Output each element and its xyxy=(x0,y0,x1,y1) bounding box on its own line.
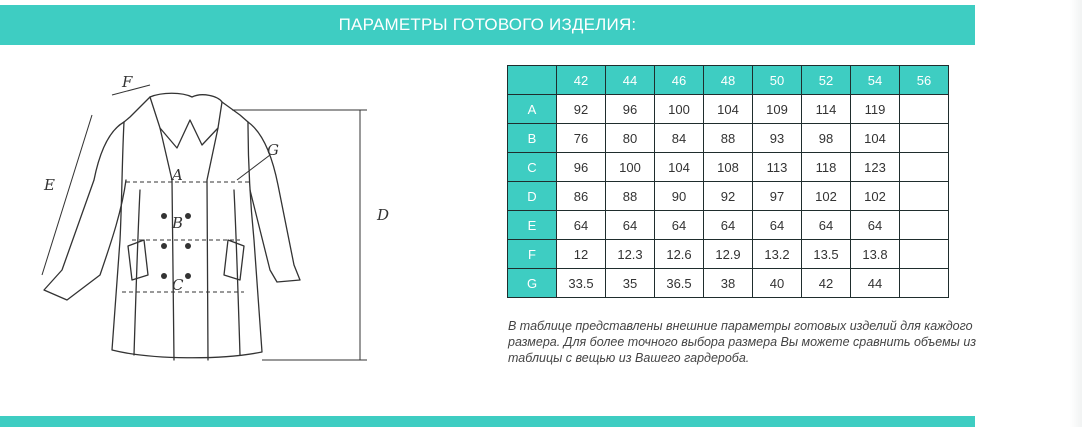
table-cell xyxy=(900,95,949,124)
size-header: 48 xyxy=(704,66,753,95)
table-cell: 96 xyxy=(606,95,655,124)
table-cell: 64 xyxy=(557,211,606,240)
table-cell: 102 xyxy=(851,182,900,211)
size-note: В таблице представлены внешние параметры готовых изделий для каждого размера. Для более точного выбора размера Вы можете сравнить объемы из таблицы с вещью из Вашего гардероба. xyxy=(508,319,977,365)
table-cell: 80 xyxy=(606,124,655,153)
table-cell: 98 xyxy=(802,124,851,153)
size-header: 46 xyxy=(655,66,704,95)
table-cell: 88 xyxy=(606,182,655,211)
table-cell: 12 xyxy=(557,240,606,269)
table-row xyxy=(508,182,949,211)
table-row xyxy=(508,211,949,240)
table-cell: 38 xyxy=(704,269,753,298)
table-cell xyxy=(900,269,949,298)
table-cell: 64 xyxy=(851,211,900,240)
sketch-label-e: E xyxy=(44,176,55,194)
sketch-label-g: G xyxy=(267,141,279,159)
table-cell: 96 xyxy=(557,153,606,182)
sketch-label-d: D xyxy=(377,206,390,224)
footer-bar xyxy=(0,416,975,427)
size-header: 52 xyxy=(802,66,851,95)
table-cell: 64 xyxy=(606,211,655,240)
size-header: 44 xyxy=(606,66,655,95)
table-row xyxy=(508,153,949,182)
table-cell: 104 xyxy=(851,124,900,153)
table-cell: 36.5 xyxy=(655,269,704,298)
row-label: G xyxy=(508,269,557,298)
table-cell: 33.5 xyxy=(557,269,606,298)
table-cell: 12.6 xyxy=(655,240,704,269)
row-label: F xyxy=(508,240,557,269)
table-cell: 64 xyxy=(753,211,802,240)
sketch-label-f: F xyxy=(122,73,133,91)
title-banner xyxy=(0,5,975,45)
table-cell: 93 xyxy=(753,124,802,153)
table-cell: 40 xyxy=(753,269,802,298)
table-cell: 64 xyxy=(655,211,704,240)
size-header-row xyxy=(508,66,949,95)
page-title: ПАРАМЕТРЫ ГОТОВОГО ИЗДЕЛИЯ: xyxy=(338,15,637,34)
table-cell xyxy=(900,182,949,211)
size-header: 54 xyxy=(851,66,900,95)
table-cell: 64 xyxy=(802,211,851,240)
table-row xyxy=(508,269,949,298)
table-cell: 44 xyxy=(851,269,900,298)
table-cell: 64 xyxy=(704,211,753,240)
sketch-label-c: C xyxy=(172,276,184,294)
table-cell: 35 xyxy=(606,269,655,298)
table-cell: 104 xyxy=(704,95,753,124)
coat-sketch xyxy=(22,70,422,370)
table-cell: 88 xyxy=(704,124,753,153)
table-cell: 123 xyxy=(851,153,900,182)
table-row xyxy=(508,124,949,153)
table-cell: 97 xyxy=(753,182,802,211)
table-cell: 84 xyxy=(655,124,704,153)
header-corner xyxy=(508,66,557,95)
size-header: 50 xyxy=(753,66,802,95)
table-cell xyxy=(900,124,949,153)
table-cell xyxy=(900,240,949,269)
sketch-label-a: A xyxy=(172,166,183,184)
table-cell: 13.2 xyxy=(753,240,802,269)
table-cell: 113 xyxy=(753,153,802,182)
table-row xyxy=(508,240,949,269)
size-table xyxy=(507,65,949,298)
table-cell: 13.8 xyxy=(851,240,900,269)
size-header: 42 xyxy=(557,66,606,95)
row-label: E xyxy=(508,211,557,240)
table-cell: 102 xyxy=(802,182,851,211)
table-cell: 109 xyxy=(753,95,802,124)
size-header: 56 xyxy=(900,66,949,95)
row-label: A xyxy=(508,95,557,124)
table-cell: 86 xyxy=(557,182,606,211)
table-cell: 104 xyxy=(655,153,704,182)
table-cell: 114 xyxy=(802,95,851,124)
table-cell: 119 xyxy=(851,95,900,124)
row-label: B xyxy=(508,124,557,153)
table-cell xyxy=(900,211,949,240)
table-cell: 92 xyxy=(557,95,606,124)
table-cell: 108 xyxy=(704,153,753,182)
table-cell: 100 xyxy=(606,153,655,182)
table-cell: 90 xyxy=(655,182,704,211)
table-cell: 12.9 xyxy=(704,240,753,269)
table-cell: 100 xyxy=(655,95,704,124)
sketch-label-b: B xyxy=(172,214,184,232)
table-cell: 92 xyxy=(704,182,753,211)
table-cell: 13.5 xyxy=(802,240,851,269)
row-label: C xyxy=(508,153,557,182)
edge-decoration xyxy=(1070,0,1082,427)
table-row xyxy=(508,95,949,124)
table-cell xyxy=(900,153,949,182)
table-cell: 76 xyxy=(557,124,606,153)
table-cell: 12.3 xyxy=(606,240,655,269)
row-label: D xyxy=(508,182,557,211)
table-cell: 42 xyxy=(802,269,851,298)
table-cell: 118 xyxy=(802,153,851,182)
